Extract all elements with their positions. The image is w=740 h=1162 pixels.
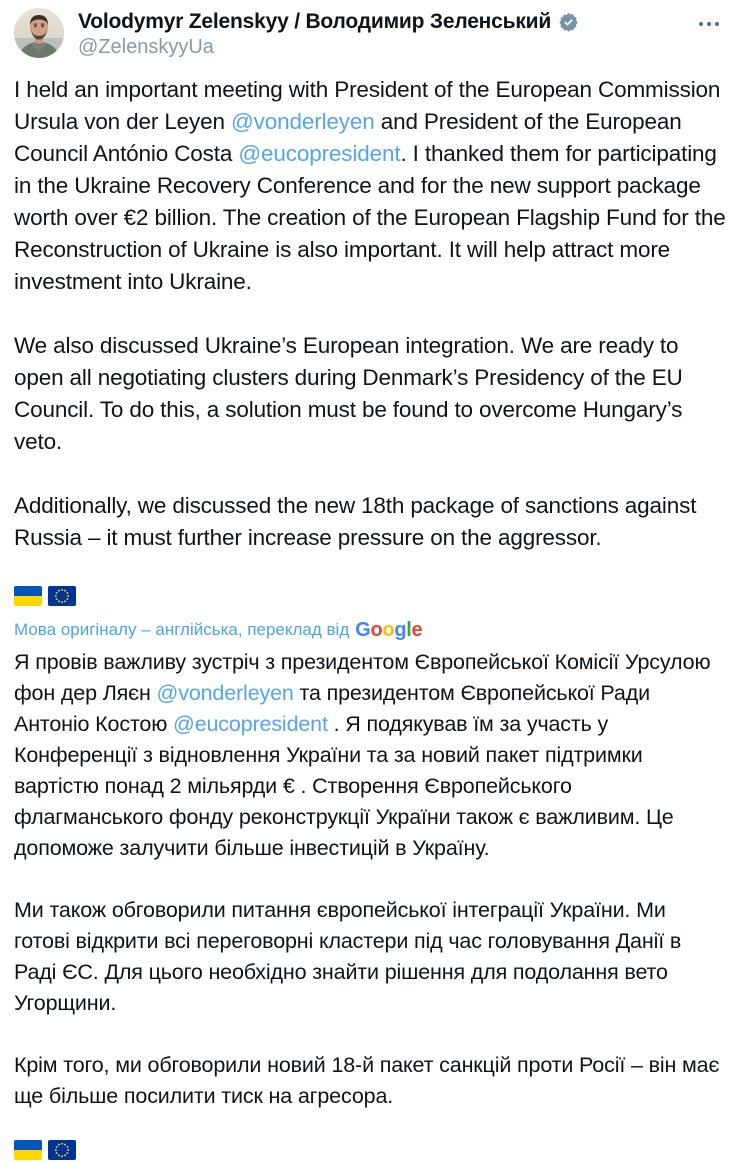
text-run: Я провів важливу зустріч з президентом Європейської Комісії Урсулою фон дер Ляєн [14, 650, 711, 705]
mention-link[interactable]: @vonderleyen [156, 681, 294, 705]
european-union-flag [48, 586, 76, 606]
google-logo [355, 619, 422, 641]
text-run: та президентом Європейської Ради Антоніо Костою [14, 681, 650, 736]
text-paragraph [14, 647, 726, 864]
text-paragraph [14, 330, 726, 458]
ukraine-flag [14, 586, 42, 606]
text-paragraph [14, 74, 726, 298]
avatar[interactable] [14, 8, 64, 58]
text-run: . Я подякував їм за участь у Конференції з відновлення України та за новий пакет підтримки вартістю понад 2 мільярди € . Створення Європейського флагманського фонду реконструкції України також є важливим. Це допоможе залучити більше інвестицій в Україну. [14, 712, 674, 860]
flag-row-translated [14, 1138, 726, 1162]
mention-link[interactable]: @eucopresident [173, 712, 328, 736]
more-dot [707, 22, 711, 26]
display-name-row[interactable] [78, 9, 579, 34]
text-run: and President of the European Council António Costa [14, 109, 682, 166]
european-union-flag [48, 1140, 76, 1160]
text-run: . I thanked them for participating in the Ukraine Recovery Conference and for the new support package worth over €2 billion. The creation of the European Flagship Fund for the Reconstruction of Ukraine is also important. It will help attract more investment into Ukraine. [14, 141, 726, 294]
mention-link[interactable]: @vonderleyen [230, 109, 375, 134]
author-identity [78, 8, 579, 60]
google-logo-letter: o [382, 619, 395, 641]
more-horizontal-icon[interactable] [692, 12, 726, 36]
google-logo-letter: g [394, 619, 407, 641]
more-dot [715, 22, 719, 26]
text-run: Additionally, we discussed the new 18th package of sanctions against Russia – it must further increase pressure on the aggressor. [14, 493, 697, 550]
text-paragraph [14, 1050, 726, 1112]
author-handle[interactable]: @ZelenskyyUa [78, 36, 214, 58]
display-name: Volodymyr Zelenskyy / Володимир Зеленський [78, 10, 552, 33]
flag-row-original [14, 584, 726, 608]
text-run: We also discussed Ukraine’s European integration. We are ready to open all negotiating clusters during Denmark’s Presidency of the EU Council. To do this, a solution must be found to overcome Hungary’s veto. [14, 333, 683, 454]
google-logo-letter: G [355, 619, 371, 641]
mention-link[interactable]: @eucopresident [238, 141, 401, 166]
translation-attribution[interactable] [14, 618, 726, 641]
google-logo-letter: e [411, 619, 423, 641]
tweet-text-translated [14, 647, 726, 1112]
tweet-header [14, 8, 726, 64]
text-paragraph [14, 490, 726, 554]
tweet-text-original [14, 74, 726, 554]
text-run: I held an important meeting with President of the European Commission Ursula von der Leyen [14, 77, 721, 134]
google-logo-letter: l [406, 619, 412, 641]
text-run: Крім того, ми обговорили новий 18-й пакет санкцій проти Росії – він має ще більше посилити тиск на агресора. [14, 1053, 720, 1108]
verified-check-icon [558, 12, 579, 33]
ukraine-flag [14, 1140, 42, 1160]
more-dot [699, 22, 703, 26]
translation-attribution-text: Мова оригіналу – англійська, переклад від [14, 620, 350, 639]
text-run: Ми також обговорили питання європейської інтеграції України. Ми готові відкрити всі переговорні кластери під час головування Данії в Раді ЄС. Для цього необхідно знайти рішення для подолання вето Угорщини. [14, 898, 682, 1015]
text-paragraph [14, 895, 726, 1019]
google-logo-letter: o [370, 619, 383, 641]
